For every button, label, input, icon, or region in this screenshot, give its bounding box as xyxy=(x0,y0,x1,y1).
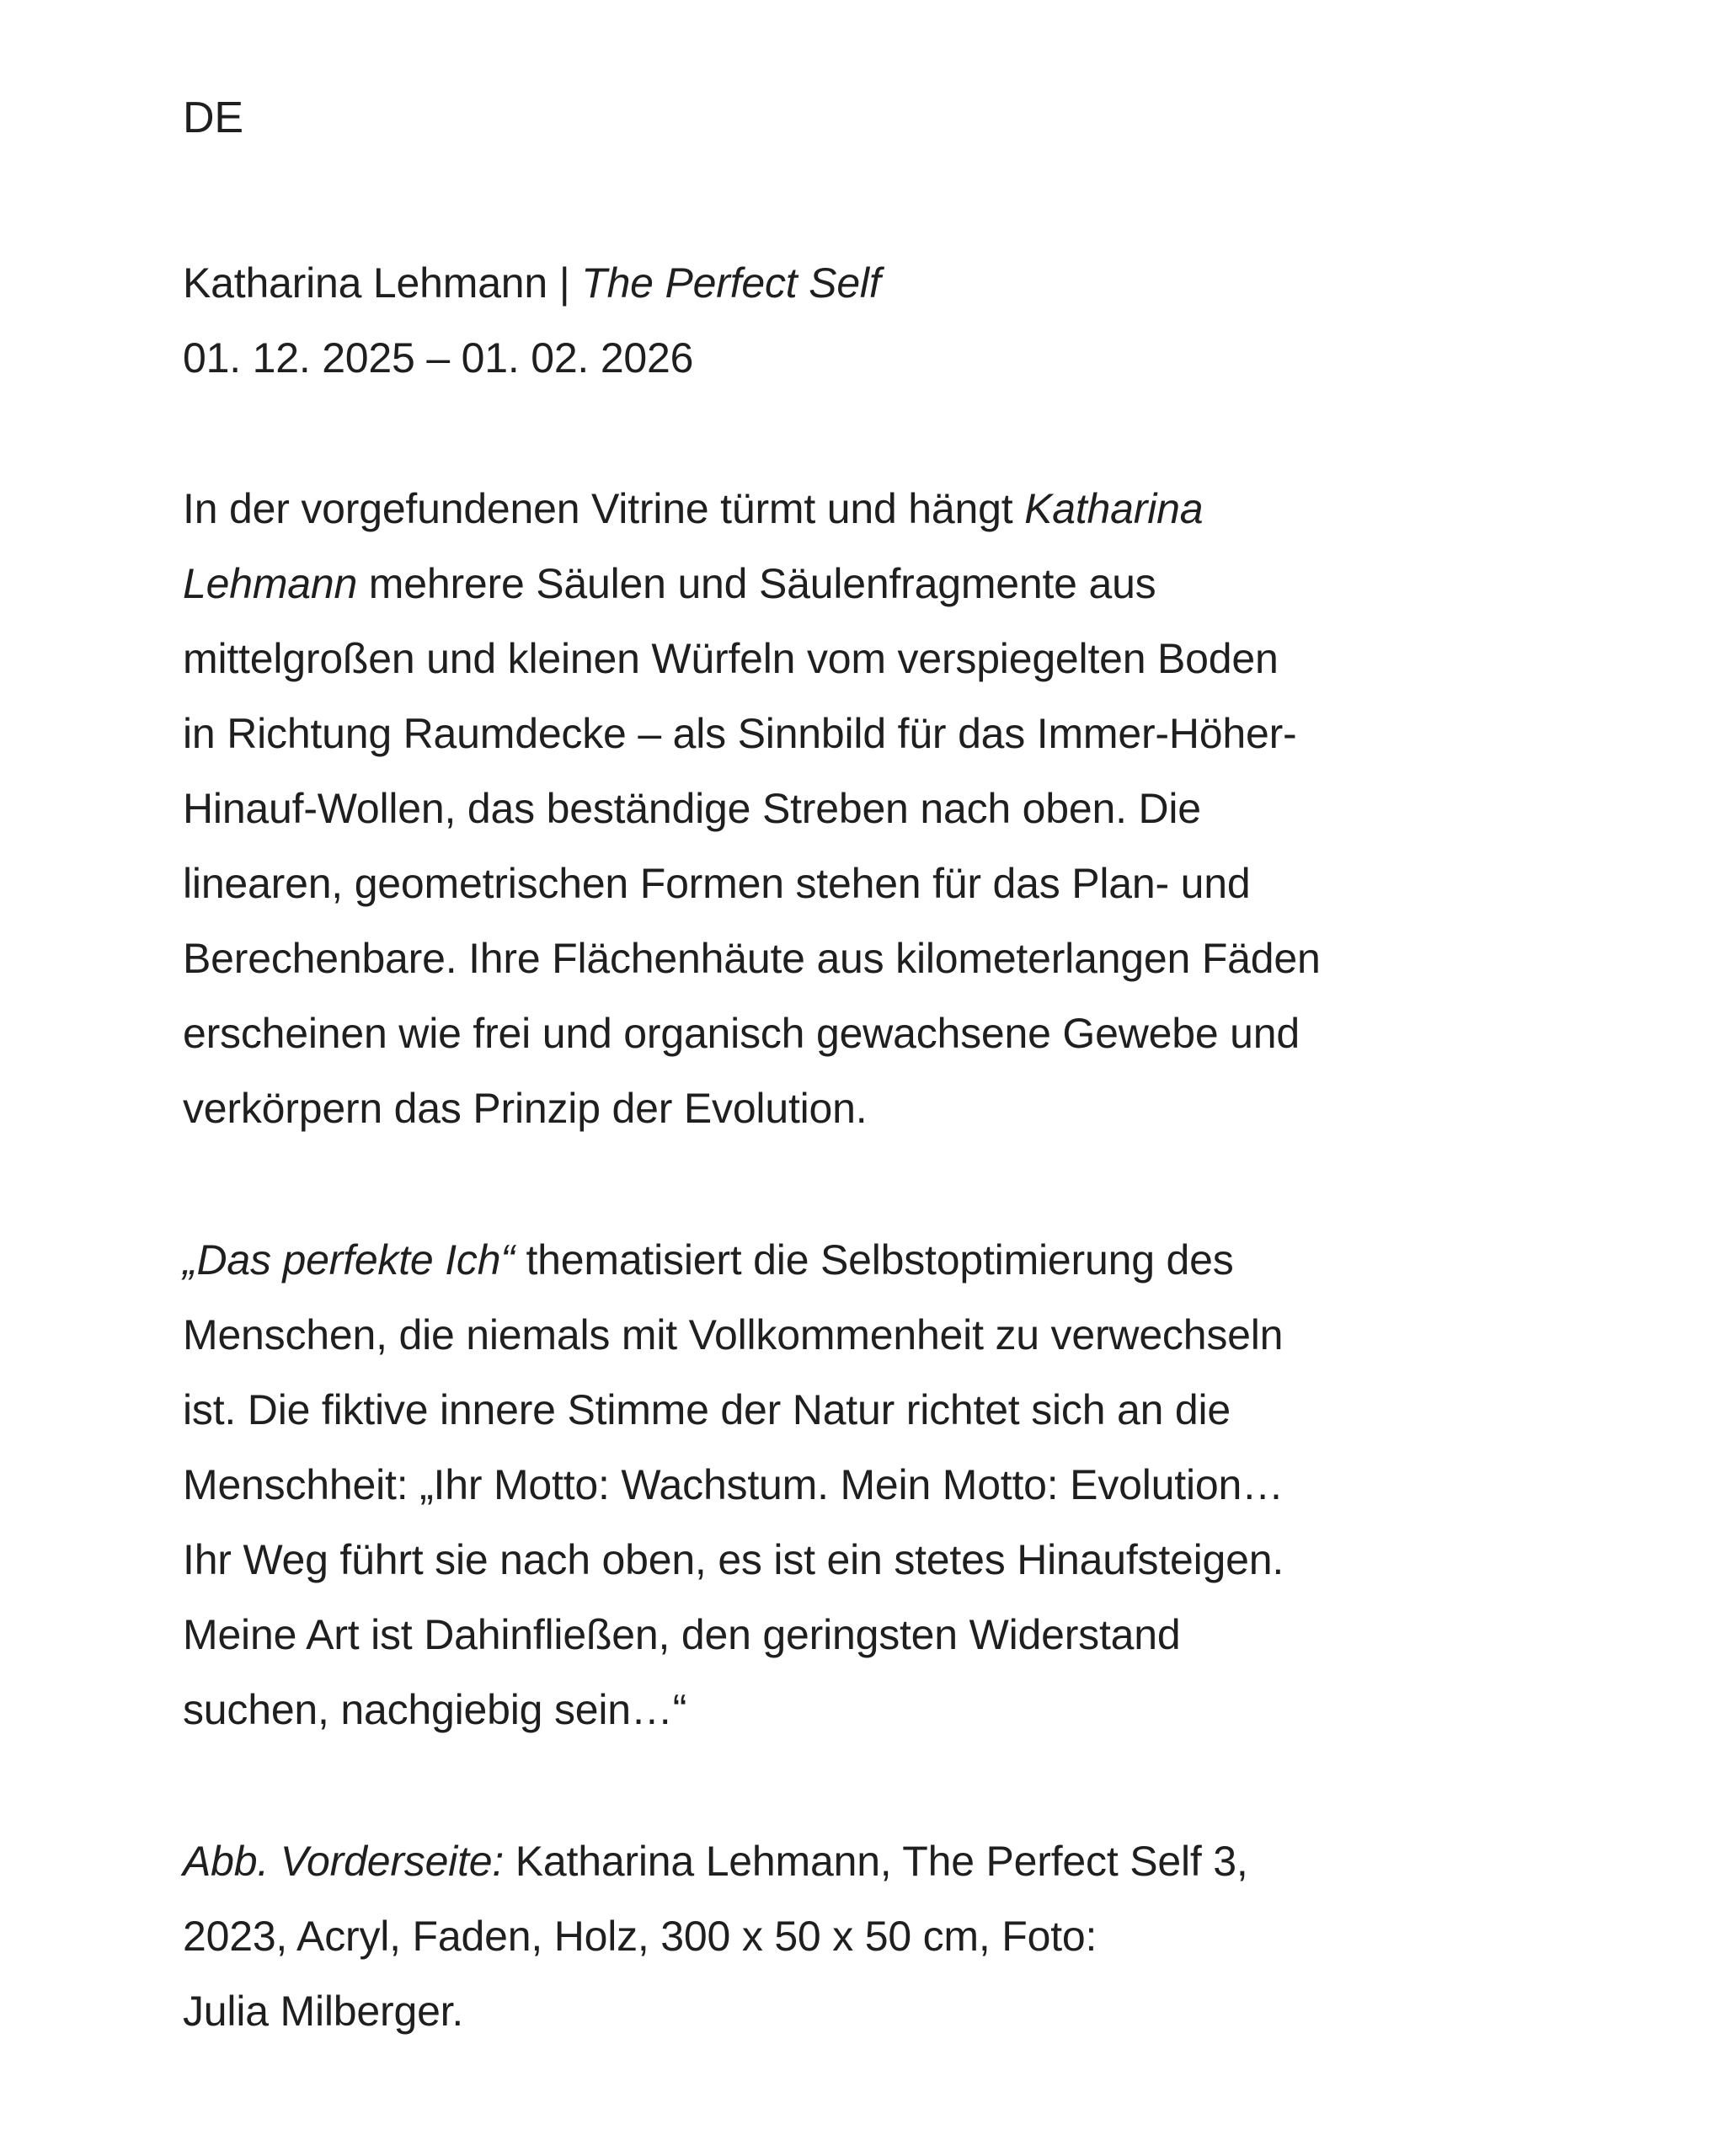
text-span: Katharina Lehmann, The Perfect Self 3, xyxy=(504,1838,1248,1885)
paragraph-line: mittelgroßen und kleinen Würfeln vom verspiegelten Boden xyxy=(183,635,1279,682)
language-label: DE xyxy=(183,93,243,142)
italic-artist-name: Lehmann xyxy=(183,560,358,607)
paragraph-line: erscheinen wie frei und organisch gewachsene Gewebe und xyxy=(183,1010,1300,1057)
paragraph-line: linearen, geometrischen Formen stehen für das Plan- und xyxy=(183,860,1251,907)
image-caption xyxy=(183,1824,1530,2049)
paragraph-line: Ihr Weg führt sie nach oben, es ist ein stetes Hinaufsteigen. xyxy=(183,1536,1284,1583)
paragraph-line xyxy=(183,547,1530,622)
text-span: thematisiert die Selbstoptimierung des xyxy=(514,1236,1234,1283)
exhibition-dates: 01. 12. 2025 – 01. 02. 2026 xyxy=(183,334,694,382)
paragraph-line: Menschen, die niemals mit Vollkommenheit zu verwechseln xyxy=(183,1311,1284,1358)
italic-work-title: „Das perfekte Ich“ xyxy=(183,1236,515,1283)
exhibition-header xyxy=(183,246,1530,396)
caption-line: Julia Milberger. xyxy=(183,1988,464,2035)
caption-label: Abb. Vorderseite: xyxy=(183,1838,505,1885)
paragraph-quote xyxy=(183,1223,1530,1748)
paragraph-line: in Richtung Raumdecke – als Sinnbild für das Immer-Höher- xyxy=(183,710,1297,757)
caption-line: 2023, Acryl, Faden, Holz, 300 x 50 x 50 cm, Foto: xyxy=(183,1913,1097,1960)
caption-line xyxy=(183,1824,1530,1899)
paragraph-line xyxy=(183,472,1530,547)
paragraph-line: verkörpern das Prinzip der Evolution. xyxy=(183,1085,868,1132)
paragraph-line: Hinauf-Wollen, das beständige Streben nach oben. Die xyxy=(183,785,1201,832)
document-page xyxy=(183,91,1530,2049)
paragraph-line: Meine Art ist Dahinfließen, den geringsten Widerstand xyxy=(183,1611,1181,1658)
paragraph-line: Menschheit: „Ihr Motto: Wachstum. Mein Motto: Evolution… xyxy=(183,1461,1284,1508)
paragraph-description xyxy=(183,472,1530,1146)
paragraph-line: suchen, nachgiebig sein…“ xyxy=(183,1686,687,1733)
title-separator: | xyxy=(558,259,570,307)
exhibition-title: The Perfect Self xyxy=(581,259,881,307)
paragraph-line: ist. Die fiktive innere Stimme der Natur richtet sich an die xyxy=(183,1386,1231,1433)
paragraph-line xyxy=(183,1223,1530,1298)
artist-name: Katharina Lehmann xyxy=(183,259,548,307)
exhibition-title-line xyxy=(183,246,1530,321)
text-span: mehrere Säulen und Säulenfragmente aus xyxy=(357,560,1156,607)
italic-artist-name: Katharina xyxy=(1024,485,1204,532)
text-span: In der vorgefundenen Vitrine türmt und hängt xyxy=(183,485,1025,532)
paragraph-line: Berechenbare. Ihre Flächenhäute aus kilometerlangen Fäden xyxy=(183,935,1321,982)
